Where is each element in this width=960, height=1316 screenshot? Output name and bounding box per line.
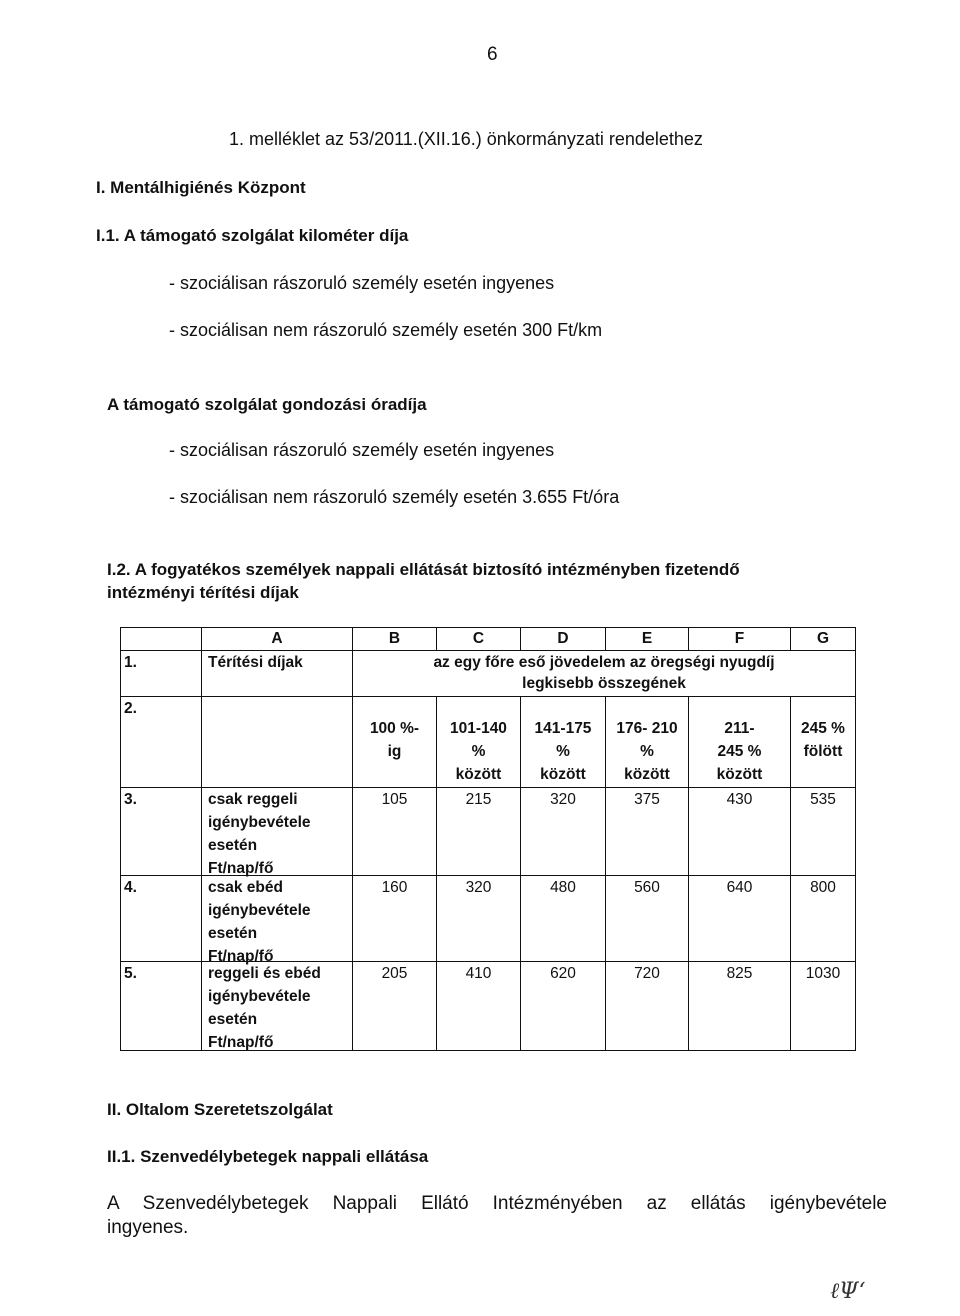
fee-cell: 410: [465, 965, 492, 982]
row-number: 3.: [124, 791, 137, 808]
list-item: - szociálisan rászoruló személy esetén ingyenes: [169, 273, 555, 293]
fee-cell: 215: [465, 791, 492, 808]
row-number: 4.: [124, 879, 137, 896]
list-item: - szociálisan nem rászoruló személy esetén 300 Ft/km: [169, 320, 603, 340]
subsection-title: I.1. A támogató szolgálat kilométer díja: [96, 226, 409, 245]
paragraph-line: A Szenvedélybetegek Nappali Ellátó Intézményében az ellátás igénybevétele: [107, 1193, 887, 1214]
row-label: csak ebéd igénybevétele esetén Ft/nap/fő: [208, 879, 311, 965]
row-number: 5.: [124, 965, 137, 982]
fee-cell: 560: [634, 879, 660, 896]
fee-cell: 205: [381, 965, 408, 982]
col-letter: F: [734, 630, 745, 647]
band-header: 211- 245 % között: [716, 720, 763, 783]
band-header: 100 %- ig: [369, 720, 420, 760]
initials-mark: ℓΨ‘: [830, 1279, 866, 1304]
col-letter: C: [472, 630, 485, 647]
list-item: - szociálisan rászoruló személy esetén ingyenes: [169, 440, 555, 460]
subsection-title: A támogató szolgálat gondozási óradíja: [107, 395, 427, 414]
col-letter: A: [271, 630, 283, 647]
annex-title: 1. melléklet az 53/2011.(XII.16.) önkormányzati rendelethez: [229, 129, 703, 149]
section-title: II. Oltalom Szeretetszolgálat: [107, 1100, 333, 1119]
fee-cell: 800: [810, 879, 836, 896]
col-letter: G: [816, 630, 830, 647]
row-label: Térítési díjak: [208, 654, 303, 671]
col-letter: D: [557, 630, 569, 647]
subsection-title-cont: intézményi térítési díjak: [107, 583, 299, 602]
fee-cell: 1030: [805, 965, 841, 982]
row-number: 1.: [124, 654, 137, 671]
fee-cell: 320: [465, 879, 492, 896]
fee-cell: 480: [550, 879, 576, 896]
span-header-cont: legkisebb összegének: [522, 675, 686, 692]
row-number: 2.: [124, 700, 137, 717]
col-letter: B: [388, 630, 401, 647]
row-label: reggeli és ebéd igénybevétele esetén Ft/nap/fő: [208, 965, 321, 1051]
page-number: 6: [487, 44, 498, 65]
fee-cell: 320: [550, 791, 576, 808]
list-item: - szociálisan nem rászoruló személy esetén 3.655 Ft/óra: [169, 487, 620, 507]
fee-cell: 105: [381, 791, 408, 808]
fee-cell: 430: [726, 791, 753, 808]
fee-cell: 640: [726, 879, 753, 896]
subsection-title: II.1. Szenvedélybetegek nappali ellátása: [107, 1147, 429, 1166]
paragraph-line-cont: ingyenes.: [107, 1217, 189, 1238]
fee-cell: 375: [634, 791, 660, 808]
section-title: I. Mentálhigiénés Központ: [96, 178, 306, 197]
fee-cell: 620: [550, 965, 576, 982]
row-label: csak reggeli igénybevétele esetén Ft/nap/fő: [208, 791, 311, 877]
span-header: az egy főre eső jövedelem az öregségi nyugdíj: [433, 654, 775, 671]
col-letter: E: [641, 630, 653, 647]
fee-cell: 720: [634, 965, 660, 982]
fee-cell: 535: [810, 791, 836, 808]
fee-table: [120, 627, 856, 1051]
band-header: 141-175 % között: [534, 720, 592, 783]
fee-cell: 160: [381, 879, 408, 896]
band-header: 176- 210 % között: [616, 720, 678, 783]
subsection-title: I.2. A fogyatékos személyek nappali ellátását biztosító intézményben fizetendő: [107, 560, 740, 579]
band-header: 101-140 % között: [450, 720, 507, 783]
band-header: 245 % fölött: [801, 720, 845, 760]
fee-cell: 825: [726, 965, 753, 982]
